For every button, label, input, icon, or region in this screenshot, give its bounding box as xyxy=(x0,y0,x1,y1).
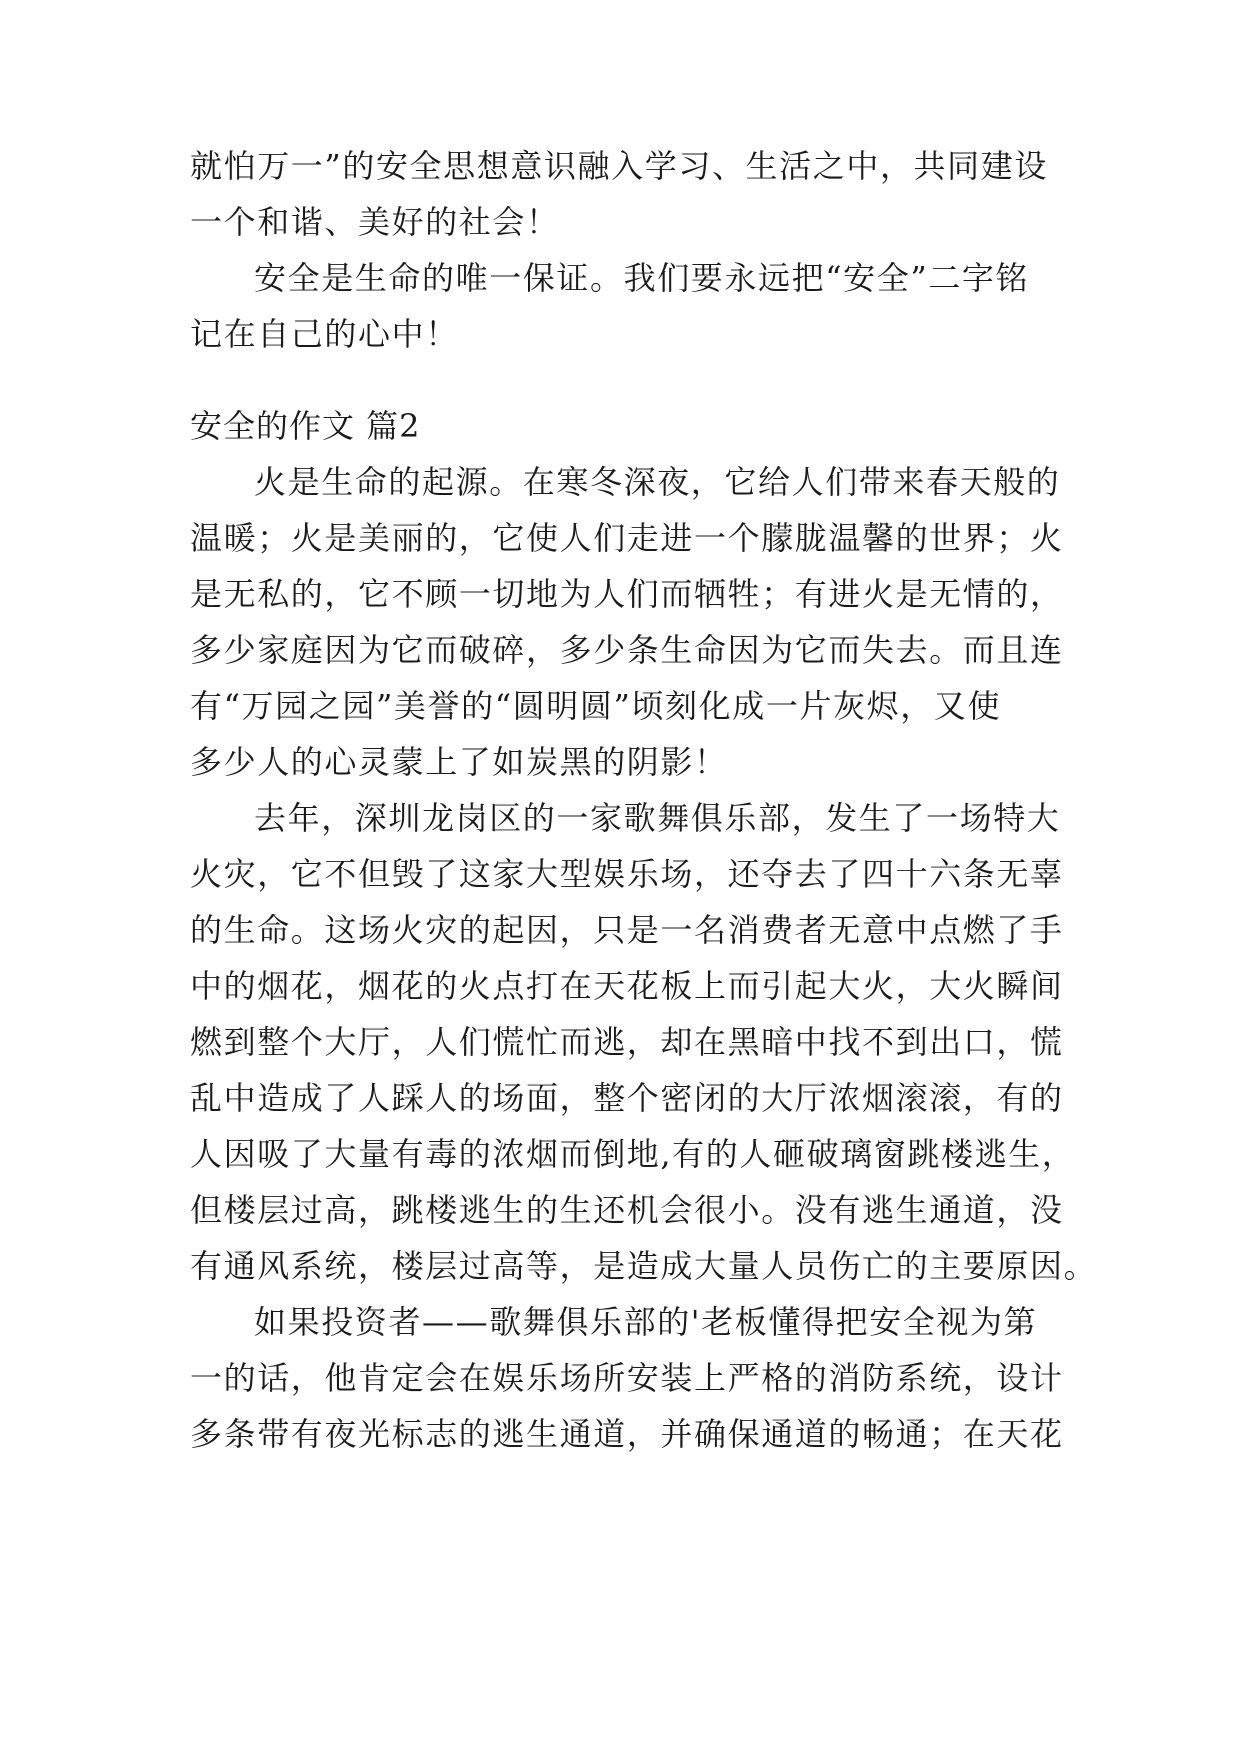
paragraph-line: 中的烟花，烟花的火点打在天花板上而引起大火，大火瞬间 xyxy=(190,967,1064,1005)
paragraph-line: 有“万园之园”美誉的“圆明圆”顷刻化成一片灰烬，又使 xyxy=(190,687,1002,725)
paragraph-line: 的生命。这场火灾的起因，只是一名消费者无意中点燃了手 xyxy=(190,911,1064,949)
paragraph-line: 多少人的心灵蒙上了如炭黑的阴影！ xyxy=(190,743,728,781)
paragraph-line: 但楼层过高，跳楼逃生的生还机会很小。没有逃生通道，没 xyxy=(190,1191,1064,1229)
paragraph-line: 就怕万一”的安全思想意识融入学习、生活之中，共同建设 xyxy=(190,147,1048,185)
paragraph-line: 多条带有夜光标志的逃生通道，并确保通道的畅通；在天花 xyxy=(190,1415,1064,1453)
paragraph-line: 火是生命的起源。在寒冬深夜，它给人们带来春天般的 xyxy=(254,463,1061,501)
paragraph-line: 火灾，它不但毁了这家大型娱乐场，还夺去了四十六条无辜 xyxy=(190,855,1064,893)
paragraph-line: 安全是生命的唯一保证。我们要永远把“安全”二字铭 xyxy=(254,259,1030,297)
paragraph-line: 有通风系统，楼层过高等，是造成大量人员伤亡的主要原因。 xyxy=(190,1247,1098,1285)
paragraph-line: 一个和谐、美好的社会！ xyxy=(190,203,560,241)
paragraph-line: 乱中造成了人踩人的场面，整个密闭的大厅浓烟滚滚，有的 xyxy=(190,1079,1064,1117)
paragraph-line: 去年，深圳龙岗区的一家歌舞俱乐部，发生了一场特大 xyxy=(254,799,1061,837)
section-heading: 安全的作文 篇2 xyxy=(190,407,421,445)
paragraph-line: 一的话，他肯定会在娱乐场所安装上严格的消防系统，设计 xyxy=(190,1359,1064,1397)
paragraph-line: 人因吸了大量有毒的浓烟而倒地,有的人砸破璃窗跳楼逃生， xyxy=(190,1135,1076,1173)
paragraph-line: 燃到整个大厅，人们慌忙而逃，却在黑暗中找不到出口，慌 xyxy=(190,1023,1064,1061)
paragraph-line: 是无私的，它不顾一切地为人们而牺牲；有进火是无情的， xyxy=(190,575,1064,613)
paragraph-line: 记在自己的心中！ xyxy=(190,315,459,353)
paragraph-line: 温暖；火是美丽的，它使人们走进一个朦胧温馨的世界；火 xyxy=(190,519,1064,557)
paragraph-line: 如果投资者——歌舞俱乐部的'老板懂得把安全视为第 xyxy=(254,1303,1038,1341)
paragraph-line: 多少家庭因为它而破碎，多少条生命因为它而失去。而且连 xyxy=(190,631,1064,669)
